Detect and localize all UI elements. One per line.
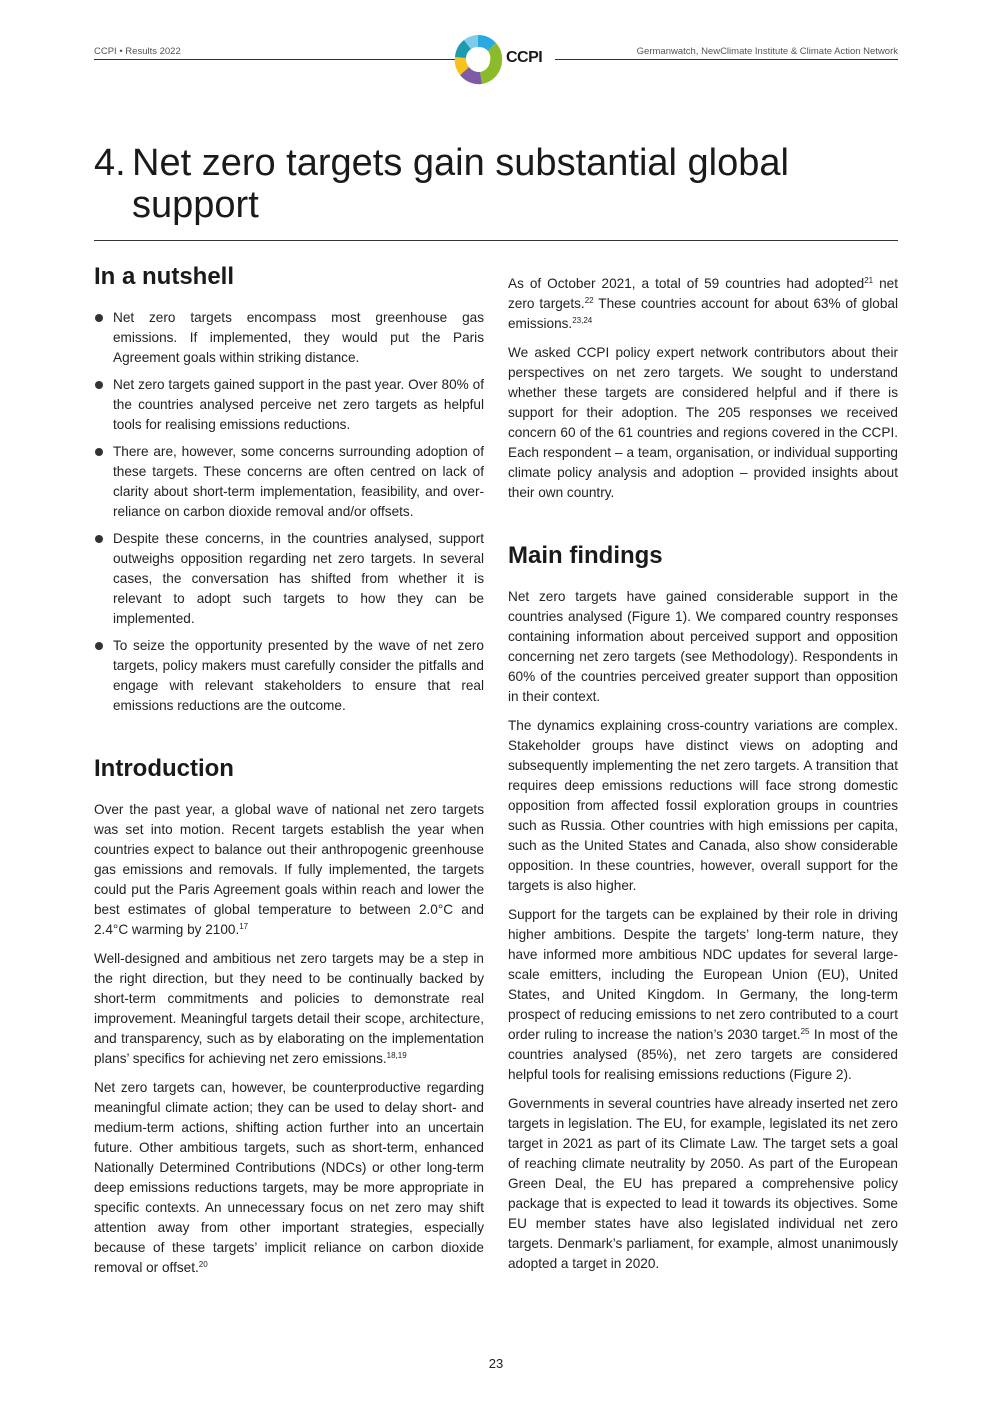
nutshell-bullet-text: Despite these concerns, in the countries analysed, support outweighs opposition regarding net zero targets. In several cases, the conversation has shifted from whether it is relevant to adopt such targets to how they can be implemented. <box>113 531 484 626</box>
bullet-dot <box>95 448 103 456</box>
page-number: 23 <box>488 1356 504 1371</box>
findings-p3-text-a: Support for the targets can be explained by their role in driving higher ambitions. Despite the targets’ long-term nature, they have informed more ambitious NDC updates for several large-scale emitters, including the European Union (EU), United States, and United Kingdom. In Germany, the long-term prospect of reducing emissions to net zero contributed to a court order ruling to increase the nation’s 2030 target. <box>508 907 898 1042</box>
nutshell-bullet <box>94 442 484 522</box>
introduction-heading: Introduction <box>94 755 234 782</box>
running-header-right: Germanwatch, NewClimate Institute & Climate Action Network <box>636 46 898 57</box>
ccpi-logo-icon <box>452 31 504 87</box>
running-header-left: CCPI • Results 2022 <box>94 46 181 57</box>
intro-p3-text: Net zero targets can, however, be counterproductive regarding meaningful climate action; they can be used to delay short- and medium-term actions, shifting action further into an uncertain future. Other ambitious targets, such as short-term, enhanced Nationally Determined Contributions (NDCs) or other long-term deep emissions reductions targets, may be more appropriate in specific contexts. An unnecessary focus on net zero may shift attention away from other important strategies, especially because of these targets’ implicit reliance on carbon dioxide removal or offset. <box>94 1080 484 1275</box>
intro-p1-text: Over the past year, a global wave of national net zero targets was set into motion. Recent targets establish the year when countries expect to balance out their anthropogenic greenhouse gas emissions and removals. If fully implemented, the targets could put the Paris Agreement goals within reach and lower the best estimates of global temperature to between 2.0°C and 2.4°C warming by 2100. <box>94 802 484 937</box>
right-p1-text-a: As of October 2021, a total of 59 countries had adopted <box>508 276 865 291</box>
footnote-ref: 23,24 <box>572 316 593 325</box>
nutshell-list <box>94 308 484 716</box>
findings-paragraph-4: Governments in several countries have already inserted net zero targets in legislation. The EU, for example, legislated its net zero target in 2021 as part of its Climate Law. The target sets a goal of reaching climate neutrality by 2050. As part of the European Green Deal, the EU has prepared a comprehensive policy package that is expected to lead it towards its objectives. Some EU member states have also legislated individual net zero targets. Denmark’s parliament, for example, almost unanimously adopted a target in 2020. <box>508 1096 898 1271</box>
bullet-dot <box>95 642 103 650</box>
footnote-ref: 17 <box>239 922 249 931</box>
nutshell-bullet-text: To seize the opportunity presented by the wave of net zero targets, policy makers must carefully consider the pitfalls and engage with relevant stakeholders to ensure that real emissions reductions are the outcome. <box>113 638 484 713</box>
header-rule-left <box>94 59 458 60</box>
findings-heading: Main findings <box>508 542 663 569</box>
nutshell-heading: In a nutshell <box>94 263 235 290</box>
footnote-ref: 20 <box>198 1260 208 1269</box>
nutshell-bullet <box>94 375 484 435</box>
chapter-heading-text: Net zero targets gain substantial global support <box>132 142 789 226</box>
bullet-dot <box>95 535 103 543</box>
left-column <box>94 262 484 1287</box>
right-p1-text-c: These countries account for about 63% of global emissions. <box>508 296 898 331</box>
nutshell-bullet-text: Net zero targets gained support in the past year. Over 80% of the countries analysed perceive net zero targets as helpful tools for realising emissions reductions. <box>113 377 484 432</box>
header-rule-right <box>555 59 898 60</box>
footnote-ref: 22 <box>584 296 594 305</box>
bullet-dot <box>95 381 103 389</box>
logo-segment-green-2 <box>480 61 502 84</box>
nutshell-bullet <box>94 529 484 629</box>
right-column <box>508 274 898 1283</box>
footnote-ref: 18,19 <box>386 1051 407 1060</box>
footnote-ref: 25 <box>800 1027 810 1036</box>
footnote-ref: 21 <box>864 276 874 285</box>
nutshell-bullet <box>94 308 484 368</box>
findings-paragraph-1: Net zero targets have gained considerable support in the countries analysed (Figure 1). We compared country responses containing information about perceived support and opposition concerning net zero targets (see Methodology). Respondents in 60% of the countries perceived greater support than opposition in their context. <box>508 589 898 704</box>
intro-paragraph-1 <box>94 800 484 940</box>
ccpi-logo <box>452 31 552 87</box>
findings-paragraph-2: The dynamics explaining cross-country variations are complex. Stakeholder groups have distinct views on adopting and subsequently implementing the net zero targets. A transition that requires deep emissions reductions will face strong domestic opposition from affected fossil exploration groups in countries such as Russia. Other countries with high emissions per capita, such as the United States and Canada, also show considerable opposition. In these countries, however, overall support for the targets is also higher. <box>508 718 898 893</box>
findings-p3-text-b: In most of the countries analysed (85%), net zero targets are considered helpful tools for realising emissions reductions (Figure 2). <box>508 1027 898 1082</box>
chapter-number: 4. <box>94 142 126 184</box>
bullet-dot <box>95 314 103 322</box>
intro-paragraph-3 <box>94 1078 484 1278</box>
right-p1-text-b: net zero targets. <box>508 276 898 311</box>
right-intro-paragraph-2: We asked CCPI policy expert network contributors about their perspectives on net zero targets. We sought to understand whether these targets are considered helpful and if there is support for their adoption. The 205 responses we received concern 60 of the 61 countries and regions covered in the CCPI. Each respondent – a team, organisation, or individual supporting climate policy analysis and adoption – provided insights about their own country. <box>508 345 898 500</box>
findings-paragraph-3 <box>508 905 898 1085</box>
title-rule <box>94 240 898 241</box>
intro-paragraph-2 <box>94 949 484 1069</box>
nutshell-bullet-text: There are, however, some concerns surrounding adoption of these targets. These concerns are often centred on lack of clarity about short-term implementation, feasibility, and over-reliance on carbon dioxide removal and/or offsets. <box>113 444 484 519</box>
logo-wordmark: CCPI <box>506 49 543 66</box>
nutshell-bullet-text: Net zero targets encompass most greenhouse gas emissions. If implemented, they would put the Paris Agreement goals within striking distance. <box>113 310 484 365</box>
nutshell-bullet <box>94 636 484 716</box>
right-intro-paragraph-1 <box>508 274 898 334</box>
intro-p2-text: Well-designed and ambitious net zero targets may be a step in the right direction, but they need to be continually backed by short-term commitments and policies to demonstrate real improvement. Meaningful targets detail their scope, architecture, and transparency, such as by elaborating on the implementation plans’ specifics for achieving net zero emissions. <box>94 951 484 1066</box>
